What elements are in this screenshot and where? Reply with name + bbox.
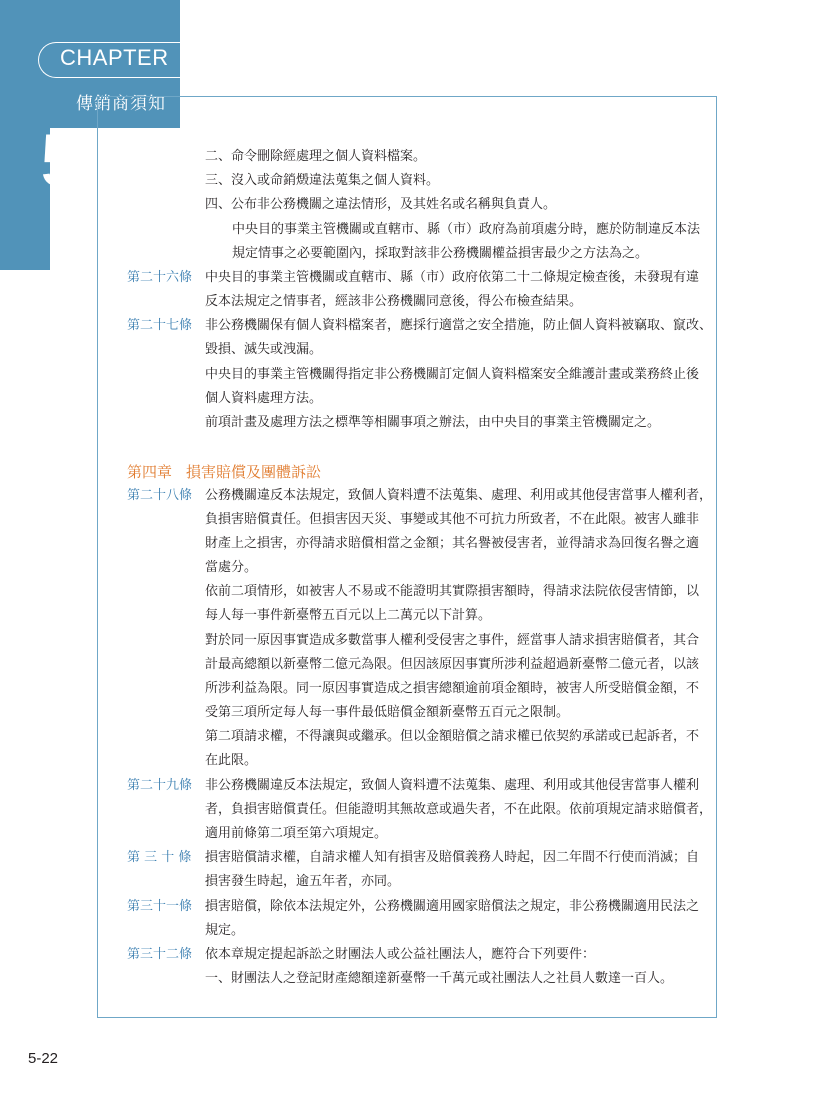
article-label: 第二十九條	[127, 778, 193, 793]
text-line: 每人每一事件新臺幣五百元以上二萬元以下計算。	[205, 608, 492, 623]
text-line: 損害發生時起，逾五年者，亦同。	[205, 874, 401, 889]
text-line: 反本法規定之情事者，經該非公務機關同意後，得公布檢查結果。	[205, 294, 583, 309]
text-line: 對於同一原因事實造成多數當事人權利受侵害之事件，經當事人請求損害賠償者，其合	[205, 633, 700, 648]
text-line: 負損害賠償責任。但損害因天災、事變或其他不可抗力所致者，不在此限。被害人雖非	[205, 512, 700, 527]
text-line: 計最高總額以新臺幣二億元為限。但因該原因事實所涉利益超過新臺幣二億元者，以該	[205, 657, 700, 672]
chapter-heading	[127, 459, 335, 485]
text-line: 中央目的事業主管機關或直轄市、縣（市）政府依第二十二條規定檢查後，未發現有違	[205, 270, 700, 285]
text-line: 非公務機關保有個人資料檔案者，應採行適當之安全措施，防止個人資料被竊取、竄改、	[205, 318, 713, 333]
text-line: 規定情事之必要範圍內，採取對該非公務機關權益損害最少之方法為之。	[232, 246, 649, 261]
article-label: 第三十二條	[127, 947, 193, 962]
text-line: 適用前條第二項至第六項規定。	[205, 826, 388, 841]
page-number: 5-22	[28, 1050, 59, 1067]
text-line: 中央目的事業主管機關或直轄市、縣（市）政府為前項處分時，應於防制違反本法	[232, 222, 701, 237]
article-label: 第 三 十 條	[127, 850, 192, 865]
article-label: 第二十八條	[127, 488, 193, 503]
text-line: 規定。	[205, 923, 245, 938]
text-line: 中央目的事業主管機關得指定非公務機關訂定個人資料檔案安全維護計畫或業務終止後	[205, 367, 700, 382]
text-line: 前項計畫及處理方法之標準等相關事項之辦法，由中央目的事業主管機關定之。	[205, 415, 661, 430]
text-line: 當處分。	[205, 560, 258, 575]
chapter-subtitle: 傳銷商須知	[76, 94, 166, 114]
text-line: 個人資料處理方法。	[205, 391, 323, 406]
text-line: 依本章規定提起訴訟之財團法人或公益社團法人，應符合下列要件：	[205, 947, 596, 962]
article-label: 第二十七條	[127, 318, 193, 333]
text-line: 受第三項所定每人每一事件最低賠償金額新臺幣五百元之限制。	[205, 705, 570, 720]
article-label: 第三十一條	[127, 899, 193, 914]
chapter-label: CHAPTER	[60, 45, 169, 70]
text-line: 損害賠償，除依本法規定外，公務機關適用國家賠償法之規定，非公務機關適用民法之	[205, 899, 700, 914]
text-line: 二、命令刪除經處理之個人資料檔案。	[205, 149, 427, 164]
chapter-heading-number: 第四章	[127, 463, 173, 481]
text-line: 在此限。	[205, 753, 258, 768]
text-line: 一、財團法人之登記財產總額達新臺幣一千萬元或社團法人之社員人數達一百人。	[205, 971, 674, 986]
text-line: 者，負損害賠償責任。但能證明其無故意或過失者，不在此限。依前項規定請求賠償者，	[205, 802, 713, 817]
text-line: 所涉利益為限。同一原因事實造成之損害總額逾前項金額時，被害人所受賠償金額，不	[205, 681, 700, 696]
text-line: 三、沒入或命銷燬違法蒐集之個人資料。	[205, 173, 440, 188]
text-line: 公務機關違反本法規定，致個人資料遭不法蒐集、處理、利用或其他侵害當事人權利者，	[205, 488, 713, 503]
chapter-heading-title: 損害賠償及團體訴訟	[186, 463, 322, 481]
text-line: 第二項請求權，不得讓與或繼承。但以金額賠償之請求權已依契約承諾或已起訴者，不	[205, 729, 700, 744]
text-line: 毀損、滅失或洩漏。	[205, 342, 323, 357]
text-line: 非公務機關違反本法規定，致個人資料遭不法蒐集、處理、利用或其他侵害當事人權利	[205, 778, 700, 793]
article-label: 第二十六條	[127, 270, 193, 285]
text-line: 財產上之損害，亦得請求賠償相當之金額；其名譽被侵害者，並得請求為回復名譽之適	[205, 536, 700, 551]
text-line: 損害賠償請求權，自請求權人知有損害及賠償義務人時起，因二年間不行使而消滅；自	[205, 850, 700, 865]
chapter-number: 5	[40, 119, 82, 202]
text-line: 四、公布非公務機關之違法情形，及其姓名或名稱與負責人。	[205, 197, 557, 212]
text-line: 依前二項情形，如被害人不易或不能證明其實際損害額時，得請求法院依侵害情節，以	[205, 584, 700, 599]
